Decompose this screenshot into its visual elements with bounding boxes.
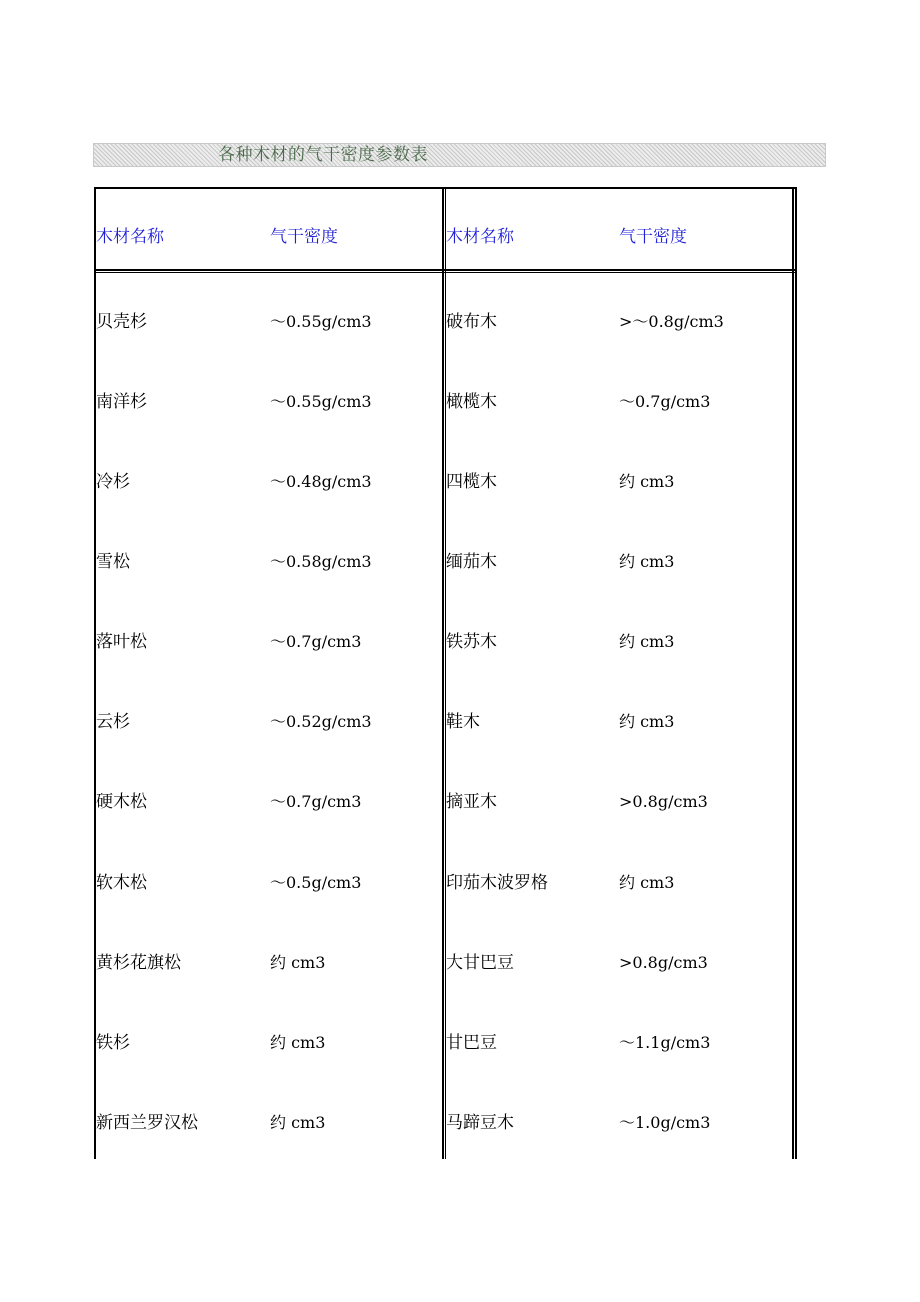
header-density-right: 气干密度 xyxy=(619,227,687,247)
cell-right-name: 铁苏木 xyxy=(446,632,497,652)
cell-left-name: 落叶松 xyxy=(96,632,147,652)
cell-right-name: 橄榄木 xyxy=(446,392,497,412)
cell-right-density: 约 cm3 xyxy=(619,712,675,731)
cell-right-name: 缅茄木 xyxy=(446,552,497,572)
cell-left-name: 硬木松 xyxy=(96,792,147,812)
cell-right-density: 约 cm3 xyxy=(619,873,675,892)
cell-left-density: 约 cm3 xyxy=(270,953,326,972)
cell-right-density: 约 cm3 xyxy=(619,632,675,651)
cell-left-name: 云杉 xyxy=(96,712,130,732)
cell-left-name: 黄杉花旗松 xyxy=(96,953,181,973)
table-title: 各种木材的气干密度参数表 xyxy=(218,145,428,165)
cell-right-density: 约 cm3 xyxy=(619,472,675,491)
cell-left-name: 雪松 xyxy=(96,552,130,572)
cell-right-density: >～0.8g/cm3 xyxy=(619,312,724,331)
cell-left-name: 软木松 xyxy=(96,873,147,893)
cell-left-density: ～0.5g/cm3 xyxy=(270,873,362,892)
cell-right-name: 四榄木 xyxy=(446,472,497,492)
table-title-bar xyxy=(93,143,826,167)
cell-right-density: ～0.7g/cm3 xyxy=(619,392,711,411)
cell-left-density: ～0.52g/cm3 xyxy=(270,712,372,731)
cell-left-density: ～0.7g/cm3 xyxy=(270,632,362,651)
cell-left-density: ～0.55g/cm3 xyxy=(270,392,372,411)
header-divider xyxy=(94,269,797,271)
cell-left-name: 铁杉 xyxy=(96,1033,130,1053)
header-name-right: 木材名称 xyxy=(446,227,514,247)
cell-right-name: 大甘巴豆 xyxy=(446,953,514,973)
table-divider-middle xyxy=(442,187,444,1159)
cell-right-name: 甘巴豆 xyxy=(446,1033,497,1053)
cell-right-name: 摘亚木 xyxy=(446,792,497,812)
cell-left-name: 新西兰罗汉松 xyxy=(96,1113,198,1133)
cell-left-density: ～0.55g/cm3 xyxy=(270,312,372,331)
cell-right-name: 马蹄豆木 xyxy=(446,1113,514,1133)
header-density-left: 气干密度 xyxy=(270,227,338,247)
cell-left-density: 约 cm3 xyxy=(270,1113,326,1132)
cell-left-density: 约 cm3 xyxy=(270,1033,326,1052)
table-border-top xyxy=(94,187,797,189)
table-border-right-outer xyxy=(795,187,797,1159)
cell-left-density: ～0.48g/cm3 xyxy=(270,472,372,491)
cell-right-density: >0.8g/cm3 xyxy=(619,792,708,811)
cell-right-density: >0.8g/cm3 xyxy=(619,953,708,972)
cell-left-name: 贝壳杉 xyxy=(96,312,147,332)
header-divider-inner xyxy=(94,272,797,273)
cell-left-name: 南洋杉 xyxy=(96,392,147,412)
cell-right-name: 破布木 xyxy=(446,312,497,332)
cell-left-density: ～0.7g/cm3 xyxy=(270,792,362,811)
cell-right-name: 印茄木波罗格 xyxy=(446,873,548,893)
table-border-right xyxy=(792,187,794,1159)
cell-left-density: ～0.58g/cm3 xyxy=(270,552,372,571)
cell-right-density: ～1.1g/cm3 xyxy=(619,1033,711,1052)
cell-right-name: 鞋木 xyxy=(446,712,480,732)
density-table xyxy=(94,187,797,1159)
cell-right-density: 约 cm3 xyxy=(619,552,675,571)
cell-left-name: 冷杉 xyxy=(96,472,130,492)
cell-right-density: ～1.0g/cm3 xyxy=(619,1113,711,1132)
header-name-left: 木材名称 xyxy=(96,227,164,247)
